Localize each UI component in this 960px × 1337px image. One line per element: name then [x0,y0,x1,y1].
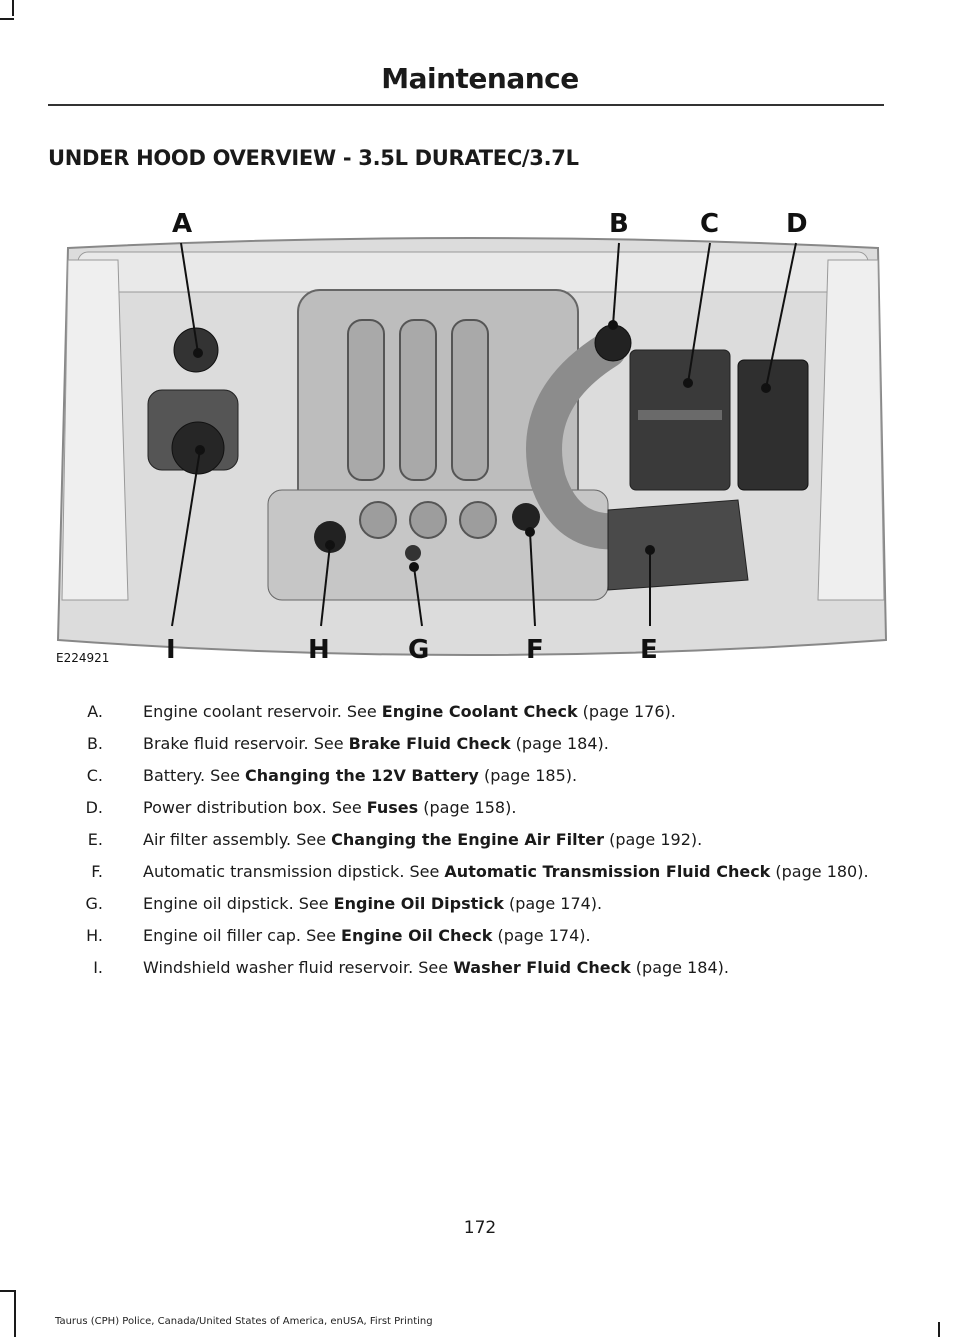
left-fender [62,260,128,600]
legend-reference: Automatic Transmission Fluid Check [444,862,771,881]
crop-mark-bottom-left-v [14,1290,16,1337]
legend-page: (page 184). [510,734,609,753]
legend-item [48,828,888,851]
legend-reference: Engine Oil Check [341,926,493,945]
legend-reference: Washer Fluid Check [453,958,631,977]
brake-fluid-cap [595,325,631,361]
legend-letter: C. [86,766,103,785]
legend-item [48,700,888,723]
legend-page: (page 174). [503,894,603,913]
legend-letter: H. [86,926,103,945]
power-distribution-box-body [738,360,808,490]
crop-mark-top-left-v [12,0,14,16]
callout-b: B [609,209,629,239]
transmission-dipstick-cap [512,503,540,531]
legend-reference: Brake Fluid Check [348,734,511,753]
legend-description: Windshield washer fluid reservoir. See [143,958,454,977]
legend-description: Automatic transmission dipstick. See [143,862,445,881]
legend-item [48,764,888,787]
legend-item [48,796,888,819]
callout-c: C [700,209,720,239]
legend-list [48,700,888,988]
header-divider [48,104,884,106]
legend-letter: D. [85,798,103,817]
legend-description: Engine coolant reservoir. See [143,702,382,721]
publication-footer: Taurus (CPH) Police, Canada/United States of America, enUSA, First Printing [55,1316,433,1327]
legend-page: (page 185). [478,766,578,785]
callout-h: H [308,635,330,665]
oil-dipstick-handle [405,545,421,561]
engine-bay-illustration [48,200,888,670]
legend-reference: Changing the 12V Battery [245,766,479,785]
legend-page: (page 192). [603,830,703,849]
engine-bay-figure [48,200,888,670]
legend-item [48,924,888,947]
legend-description: Brake fluid reservoir. See [143,734,349,753]
legend-reference: Changing the Engine Air Filter [331,830,604,849]
legend-letter: A. [87,702,103,721]
air-filter-box-body [608,500,748,590]
crop-mark-bottom-left-h [0,1290,16,1292]
callout-e: E [640,635,658,665]
legend-description: Engine oil dipstick. See [143,894,334,913]
callout-g: G [408,635,430,665]
legend-item [48,892,888,915]
section-heading: UNDER HOOD OVERVIEW - 3.5L DURATEC/3.7L [48,146,579,170]
legend-reference: Engine Oil Dipstick [333,894,504,913]
page-header-title: Maintenance [381,62,579,95]
legend-item [48,860,888,883]
callout-i: I [166,635,176,665]
legend-letter: B. [86,734,103,753]
callout-a: A [172,209,193,239]
legend-reference: Engine Coolant Check [381,702,578,721]
callout-f: F [526,635,544,665]
legend-description: Engine oil filler cap. See [143,926,342,945]
legend-description: Air filter assembly. See [143,830,332,849]
legend-page: (page 184). [630,958,729,977]
battery-top-strip [638,410,722,420]
crop-mark-bottom-right-v [938,1322,940,1337]
exhaust-ports [360,502,496,538]
legend-reference: Fuses [366,798,419,817]
legend-page: (page 158). [418,798,517,817]
figure-id: E224921 [56,651,110,665]
callout-d: D [786,209,808,239]
legend-page: (page 180). [770,862,869,881]
legend-description: Power distribution box. See [143,798,367,817]
legend-page: (page 176). [577,702,676,721]
legend-letter: E. [87,830,103,849]
crop-mark-top-left-h [0,18,14,20]
right-fender [818,260,884,600]
radiator-support [78,252,868,292]
legend-letter: I. [93,958,103,977]
legend-letter: F. [91,862,103,881]
intake-runners [348,320,488,480]
legend-description: Battery. See [143,766,246,785]
legend-page: (page 174). [492,926,591,945]
legend-item [48,732,888,755]
legend-letter: G. [85,894,103,913]
page-number: 172 [463,1218,497,1238]
legend-item [48,956,888,979]
